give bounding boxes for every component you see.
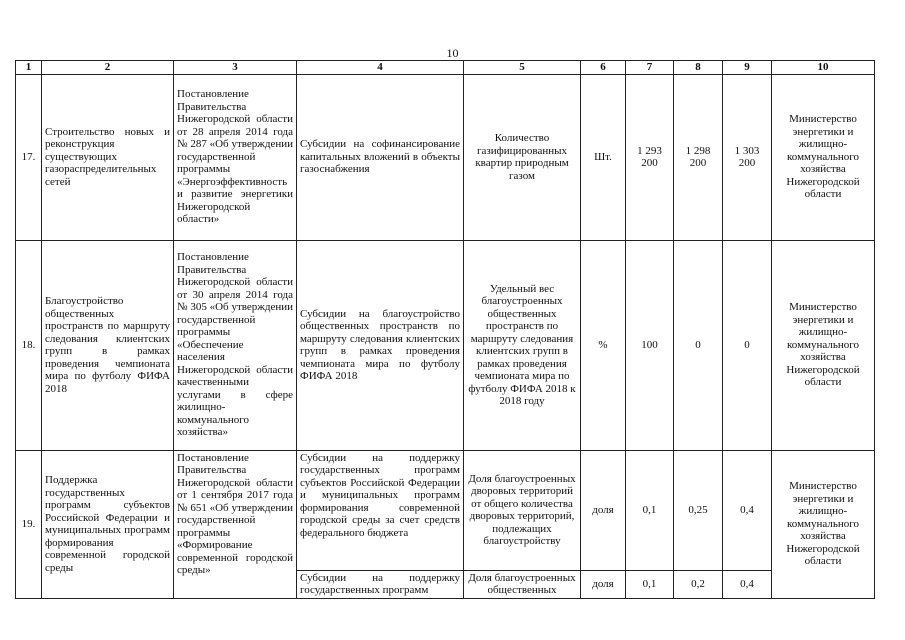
indicator: Доля благоустроенных дворовых территорий от общего количества дворовых территорий, подлежащих благоустройству [464, 450, 581, 570]
unit: % [581, 240, 626, 450]
subsidy-description: Субсидии на софинансирование капитальных вложений в объекты газоснабжения [297, 74, 464, 240]
unit: Шт. [581, 74, 626, 240]
col-header: 5 [464, 61, 581, 75]
table-row [16, 240, 875, 450]
col-header: 7 [626, 61, 674, 75]
legal-basis: Постановление Правительства Нижегородской области от 30 апреля 2014 года № 305 «Об утверждении государственной программы «Обеспечение населения Нижегородской области качественными услугами в сфере жилищно-коммунального хозяйства» [174, 240, 297, 450]
row-number: 17. [16, 74, 42, 240]
program-name: Строительство новых и реконструкция существующих газораспределительных сетей [42, 74, 174, 240]
indicator: Удельный вес благоустроенных общественных пространств по маршруту следования клиентских групп в рамках проведения чемпионата мира по футболу ФИФА 2018 к 2018 году [464, 240, 581, 450]
col-header: 10 [772, 61, 875, 75]
legal-basis: Постановление Правительства Нижегородской области от 28 апреля 2014 года № 287 «Об утверждении государственной программы «Энергоэффективность и развитие энергетики Нижегородской области» [174, 74, 297, 240]
program-name: Благоустройство общественных пространств по маршруту следования клиентских групп в рамках проведения чемпионата мира по футболу ФИФА 2018 [42, 240, 174, 450]
value-3: 0,4 [723, 450, 772, 570]
row-number: 18. [16, 240, 42, 450]
col-header: 3 [174, 61, 297, 75]
value-2: 0 [674, 240, 723, 450]
col-header: 6 [581, 61, 626, 75]
value-3: 1 303 200 [723, 74, 772, 240]
subsidy-table [15, 60, 875, 599]
table-row [16, 74, 875, 240]
legal-basis: Постановление Правительства Нижегородской области от 1 сентября 2017 года № 651 «Об утверждении государственной программы «Формирование современной городской среды» [174, 450, 297, 598]
col-header: 9 [723, 61, 772, 75]
value-2: 1 298 200 [674, 74, 723, 240]
table-row [16, 450, 875, 570]
col-header: 2 [42, 61, 174, 75]
value-1: 1 293 200 [626, 74, 674, 240]
subsidy-description: Субсидии на поддержку государственных программ [297, 570, 464, 598]
ministry: Министерство энергетики и жилищно-коммунального хозяйства Нижегородской области [772, 450, 875, 598]
value-3: 0,4 [723, 570, 772, 598]
value-2: 0,25 [674, 450, 723, 570]
value-1: 100 [626, 240, 674, 450]
subsidy-description: Субсидии на благоустройство общественных пространств по маршруту следования клиентских групп в рамках проведения чемпионата мира по футболу ФИФА 2018 [297, 240, 464, 450]
ministry: Министерство энергетики и жилищно-коммунального хозяйства Нижегородской области [772, 74, 875, 240]
header-row [16, 61, 875, 75]
col-header: 8 [674, 61, 723, 75]
unit: доля [581, 450, 626, 570]
col-header: 1 [16, 61, 42, 75]
page-number: 10 [446, 46, 459, 60]
value-2: 0,2 [674, 570, 723, 598]
unit: доля [581, 570, 626, 598]
value-1: 0,1 [626, 450, 674, 570]
col-header: 4 [297, 61, 464, 75]
ministry: Министерство энергетики и жилищно-коммунального хозяйства Нижегородской области [772, 240, 875, 450]
value-1: 0,1 [626, 570, 674, 598]
indicator: Количество газифицированных квартир природным газом [464, 74, 581, 240]
row-number: 19. [16, 450, 42, 598]
value-3: 0 [723, 240, 772, 450]
subsidy-description: Субсидии на поддержку государственных программ субъектов Российской Федерации и муниципальных программ формирования современной городской среды за счет средств федерального бюджета [297, 450, 464, 570]
program-name: Поддержка государственных программ субъектов Российской Федерации и муниципальных программ формирования современной городской среды [42, 450, 174, 598]
indicator: Доля благоустроенных общественных [464, 570, 581, 598]
